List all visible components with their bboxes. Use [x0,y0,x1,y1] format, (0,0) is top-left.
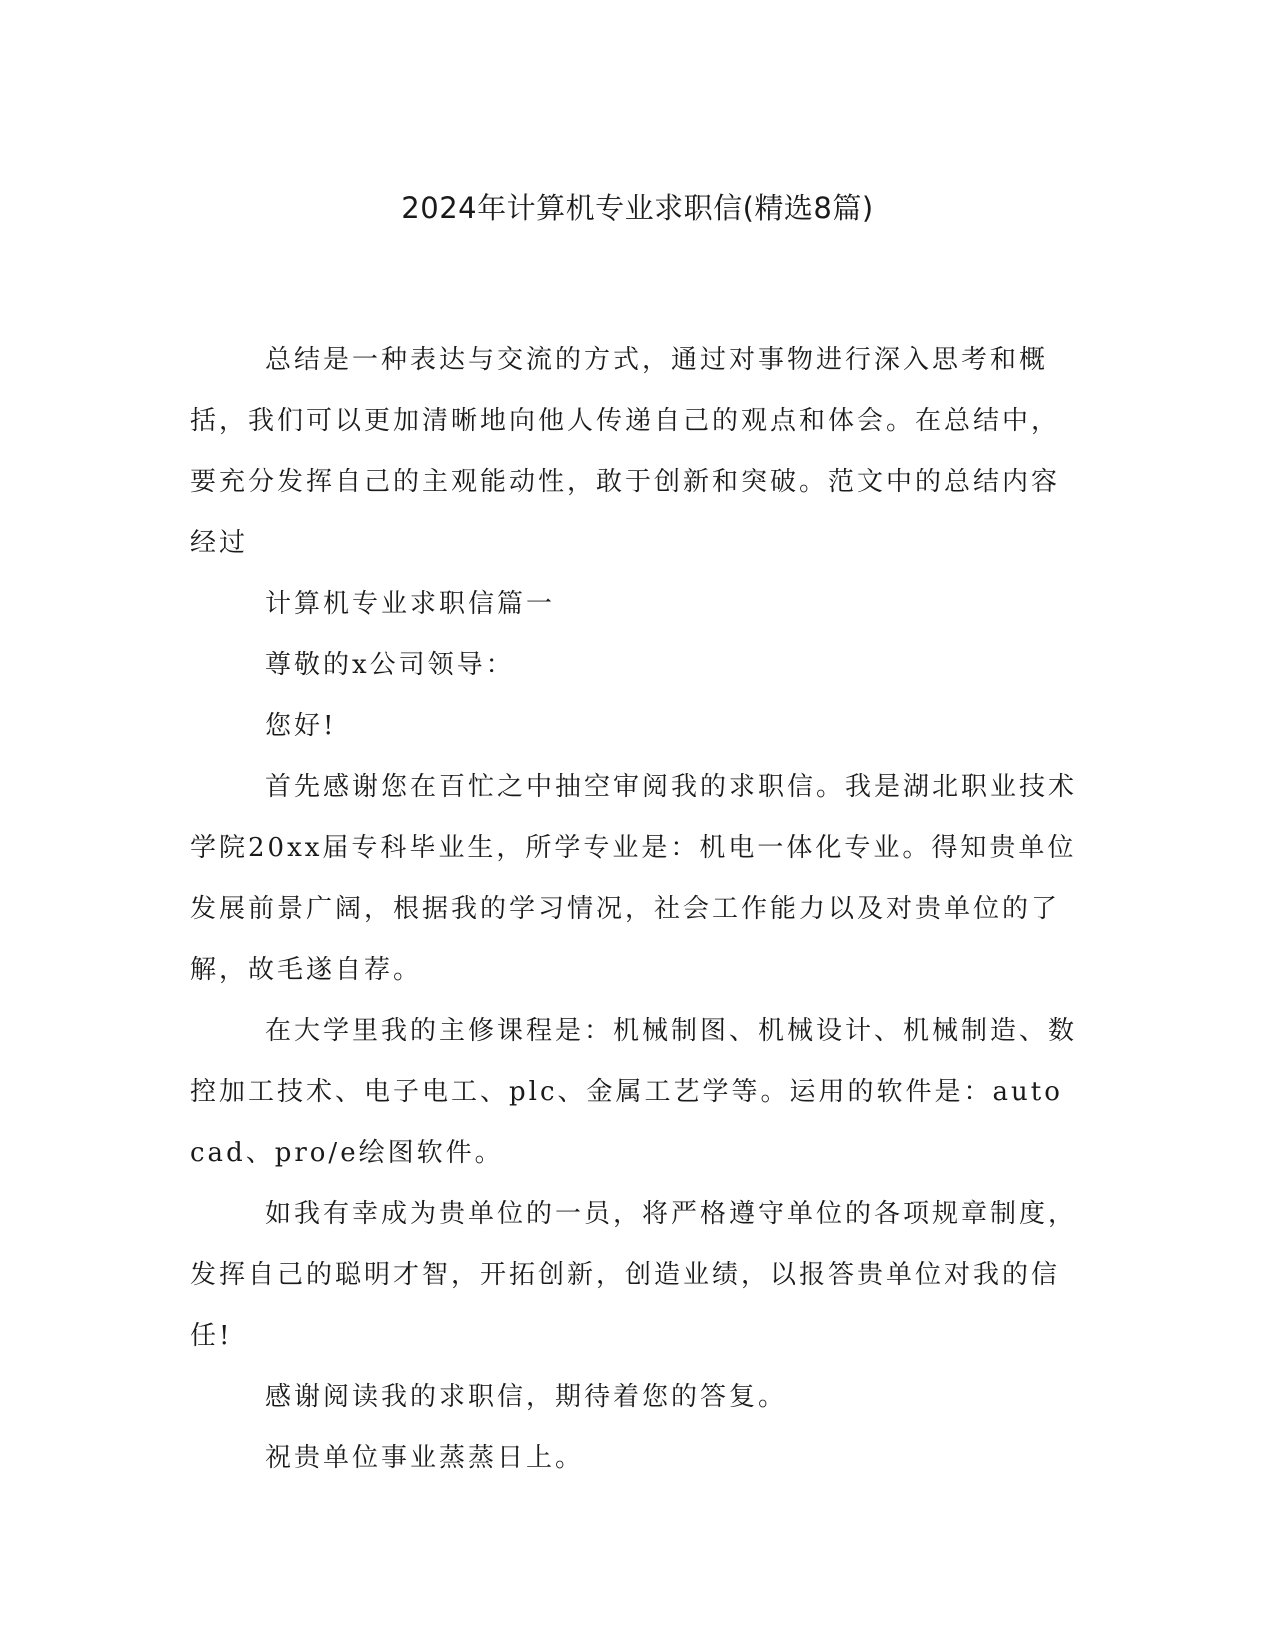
section-heading: 计算机专业求职信篇一 [265,589,556,619]
closing-wish: 祝贵单位事业蒸蒸日上。 [265,1443,585,1473]
body-paragraph: 在大学里我的主修课程是：机械制图、机械设计、机械制造、数控加工技术、电子电工、plc、金属工艺学等。运用的软件是：autocad、pro/e绘图软件。 [190,1016,1078,1168]
intro-paragraph: 总结是一种表达与交流的方式，通过对事物进行深入思考和概括，我们可以更加清晰地向他人传递自己的观点和体会。在总结中，要充分发挥自己的主观能动性，敢于创新和突破。范文中的总结内容经过 [190,345,1061,558]
closing-paragraph: 感谢阅读我的求职信，期待着您的答复。 [265,1382,788,1412]
salutation: 尊敬的x公司领导： [265,650,515,680]
greeting: 您好! [265,711,337,741]
document-body [190,330,1080,1489]
document-title: 2024年计算机专业求职信(精选8篇) [401,191,874,225]
body-paragraph: 首先感谢您在百忙之中抽空审阅我的求职信。我是湖北职业技术学院20xx届专科毕业生，所学专业是：机电一体化专业。得知贵单位发展前景广阔，根据我的学习情况，社会工作能力以及对贵单位的了解，故毛遂自荐。 [190,772,1078,985]
body-paragraph: 如我有幸成为贵单位的一员，将严格遵守单位的各项规章制度，发挥自己的聪明才智，开拓创新，创造业绩，以报答贵单位对我的信任! [190,1199,1078,1351]
